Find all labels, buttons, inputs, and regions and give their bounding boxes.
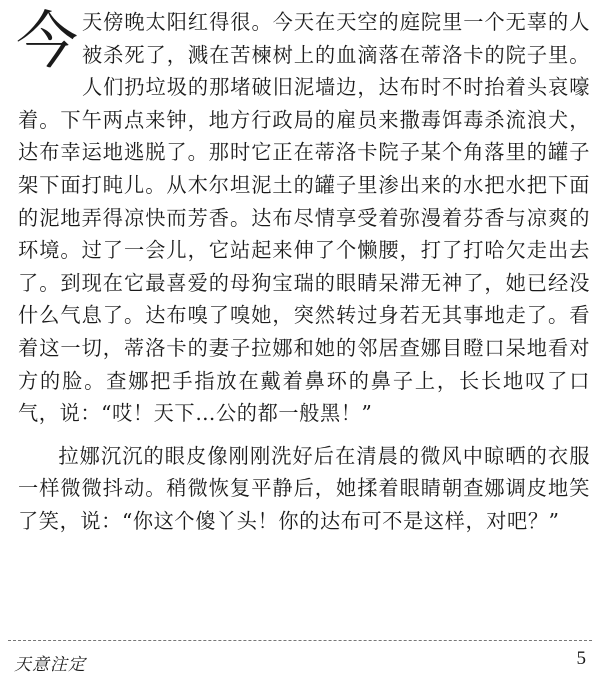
drop-cap: 今 — [16, 4, 79, 77]
paragraph-1 — [18, 6, 590, 430]
story-text — [18, 6, 590, 538]
paragraph-1-text: 天傍晚太阳红得很。今天在天空的庭院里一个无辜的人被杀死了，溅在苦楝树上的血滴落在蒂洛卡的院子里。人们扔垃圾的那堵破旧泥墙边，达布时不时抬着头哀嚎着。下午两点来钟，地方行政局的雇员来撒毒饵毒杀流浪犬，达布幸运地逃脱了。那时它正在蒂洛卡院子某个角落里的罐子架下面打盹儿。从木尔坦泥土的罐子里渗出来的水把水把下面的泥地弄得凉快而芳香。达布尽情享受着弥漫着芬香与凉爽的环境。过了一会儿，它站起来伸了个懒腰，打了打哈欠走出去了。到现在它最喜爱的母狗宝瑞的眼睛呆滞无神了，她已经没什么气息了。达布嗅了嗅她，突然转过身若无其事地走了。看着这一切，蒂洛卡的妻子拉娜和她的邻居查娜目瞪口呆地看对方的脸。查娜把手指放在戴着鼻环的鼻子上，长长地叹了口气，说：“哎！天下…公的都一般黑！” — [18, 10, 590, 426]
footer-divider — [8, 640, 592, 641]
running-footer-title: 天意注定 — [14, 655, 86, 675]
paragraph-2: 拉娜沉沉的眼皮像刚刚洗好后在清晨的微风中晾晒的衣服一样微微抖动。稍微恢复平静后，她揉着眼睛朝查娜调皮地笑了笑，说：“你这个傻丫头！你的达布可不是这样，对吧？” — [18, 443, 590, 533]
page-number: 5 — [576, 648, 586, 669]
